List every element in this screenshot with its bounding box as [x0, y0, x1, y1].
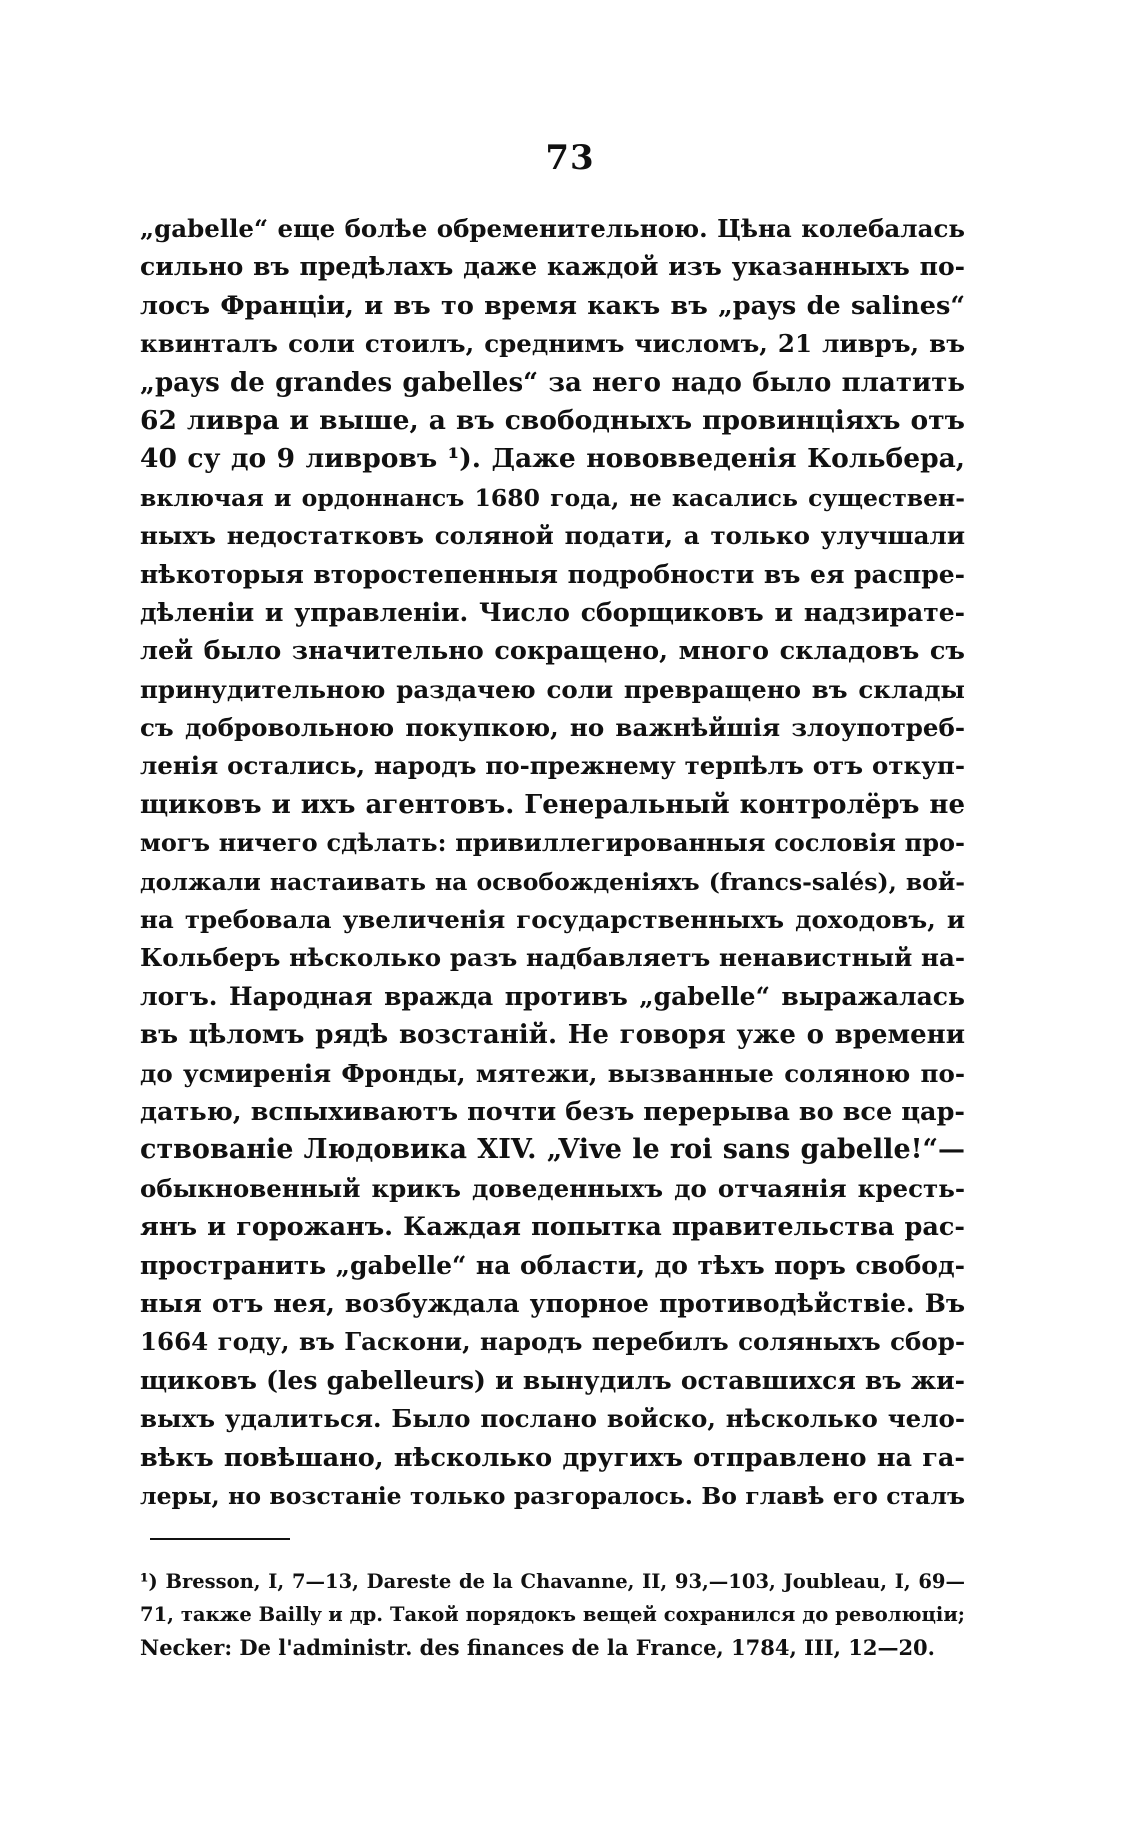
- body-line: янъ и горожанъ. Каждая попытка правительства рас-: [140, 1212, 965, 1243]
- footnote-divider: [150, 1538, 290, 1540]
- footnote-line: Necker: De l'administr. des finances de la France, 1784, III, 12—20.: [140, 1635, 935, 1660]
- body-line: Кольберъ нѣсколько разъ надбавляетъ ненавистный на-: [140, 943, 965, 973]
- body-line: должали настаивать на освобожденіяхъ (francs-salés), вой-: [140, 867, 965, 896]
- body-line: щиковъ (les gabelleurs) и вынудилъ оставшихся въ жи-: [140, 1365, 965, 1395]
- footnotes: [140, 1565, 965, 1664]
- body-line: ленія остались, народъ по-прежнему терпѣлъ отъ откуп-: [140, 751, 965, 781]
- body-line: до усмиренія Фронды, мятежи, вызванные соляною по-: [140, 1058, 965, 1088]
- body-line: датью, вспыхиваютъ почти безъ перерыва во все цар-: [140, 1096, 965, 1127]
- footnote-line: 71, также Bailly и др. Такой порядокъ вещей сохранился до революціи;: [140, 1603, 965, 1626]
- body-line: могъ ничего сдѣлать: привиллегированныя сословія про-: [140, 828, 965, 858]
- body-line: логъ. Народная вражда противъ „gabelle“ выражалась: [140, 981, 965, 1011]
- footnote-line: ¹) Bresson, I, 7—13, Dareste de la Chavanne, II, 93,—103, Joubleau, I, 69—: [140, 1570, 965, 1593]
- body-line: на требовала увеличенія государственныхъ доходовъ, и: [140, 905, 965, 935]
- body-line: леры, но возстаніе только разгоралось. Во главѣ его сталъ: [140, 1481, 965, 1510]
- body-line: сильно въ предѣлахъ даже каждой изъ указанныхъ по-: [140, 252, 965, 282]
- body-line: включая и ордоннансъ 1680 года, не касались существен-: [140, 483, 965, 512]
- body-line: 1664 году, въ Гаскони, народъ перебилъ соляныхъ сбор-: [140, 1327, 965, 1357]
- body-line: квинталъ соли стоилъ, среднимъ числомъ, 21 ливръ, въ: [140, 329, 965, 359]
- body-line: ныхъ недостатковъ соляной подати, а только улучшали: [140, 521, 965, 551]
- body-line: ствованіе Людовика XIV. „Vive le roi sans gabelle!“—: [140, 1134, 965, 1166]
- body-line: вѣкъ повѣшано, нѣсколько другихъ отправлено на га-: [140, 1442, 965, 1473]
- body-line: ныя отъ нея, возбуждала упорное противодѣйствіе. Въ: [140, 1288, 965, 1318]
- page-number: 73: [545, 138, 595, 178]
- body-line: щиковъ и ихъ агентовъ. Генеральный контролёръ не: [140, 789, 965, 820]
- body-line: 62 ливра и выше, а въ свободныхъ провинціяхъ отъ: [140, 404, 965, 436]
- body-line: „gabelle“ еще болѣе обременительною. Цѣна колебалась: [140, 214, 965, 243]
- body-line: лей было значительно сокращено, много складовъ съ: [140, 636, 965, 667]
- body-line: принудительною раздачею соли превращено въ склады: [140, 674, 965, 704]
- body-text: [140, 210, 965, 1515]
- body-line: дѣленіи и управленіи. Число сборщиковъ и надзирате-: [140, 597, 965, 627]
- body-line: лосъ Франціи, и въ то время какъ въ „pays de salines“: [140, 290, 965, 321]
- body-line: „pays de grandes gabelles“ за него надо было платить: [140, 367, 965, 398]
- body-line: въ цѣломъ рядѣ возстаній. Не говоря уже о времени: [140, 1020, 965, 1051]
- body-line: выхъ удалиться. Было послано войско, нѣсколько чело-: [140, 1404, 965, 1434]
- body-line: пространить „gabelle“ на области, до тѣхъ поръ свобод-: [140, 1250, 965, 1280]
- body-line: 40 су до 9 ливровъ ¹). Даже нововведенія Кольбера,: [140, 443, 965, 475]
- body-line: съ добровольною покупкою, но важнѣйшія злоупотреб-: [140, 713, 965, 743]
- body-line: нѣкоторыя второстепенныя подробности въ ея распре-: [140, 559, 965, 589]
- body-line: обыкновенный крикъ доведенныхъ до отчаянія кресть-: [140, 1173, 965, 1203]
